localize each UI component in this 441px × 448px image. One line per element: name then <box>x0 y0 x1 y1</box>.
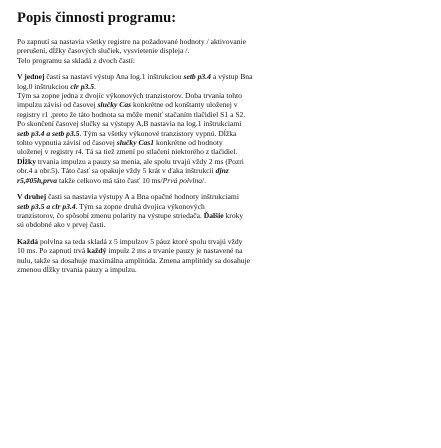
text-line: V druhej časti sa nastavia výstupy A a Bna opačné hodnoty inštrukciami <box>17 192 239 202</box>
text-line: registry r1 ,preto že táto hodnota sa môže meniť stačaním tlačidiel S1 a S2. <box>17 109 246 119</box>
text-line: tranzistorov, čo spôsobí zmenu polarity na výstupe striedača. Ďalšie kroky <box>17 210 244 220</box>
text-line: sú obdobné ako v prvej časti. <box>17 220 106 230</box>
text-line: Tým sa zopne jedna z dvojíc výkonových tranzistorov. Doba trvania tohto <box>17 91 242 101</box>
page-title: Popis činnosti programu: <box>17 10 177 26</box>
intro-paragraph <box>17 37 429 65</box>
text-line: Po zapnutí sa nastavia všetky registre na požadované hodnoty / aktivovanie <box>17 37 247 46</box>
summary-paragraph <box>17 237 429 275</box>
text-line: setb p3.5 a clr p3.4. Tým sa zopne druhá dvojica výkonových <box>17 201 205 211</box>
text-line: uloženej v registry r4. Tá sa tiež zmení po stlačení niektorého z tlačidiel. <box>17 147 238 157</box>
text-line: Po skončení časovej slučky sa výstupy A,B nastavia na log.1 inštrukciami <box>17 119 242 129</box>
text-line: nulu, takže sa dosahuje maximálna amplitúda. Zmena amplitúdy sa dosahuje <box>17 255 251 265</box>
text-line: prerušení, dĺžky časových slučiek, vysvietenie displeja /. <box>17 46 190 56</box>
text-line: setb p3.4 a setb p3.5. Tým sa všetky výkonové tranzistory vypnú. Dĺžka <box>17 128 237 138</box>
text-line: V jednej časti sa nastaví výstup Ana log.1 inštrukciou setb p3.4 a výstup Bna <box>17 72 253 82</box>
text-line: zmenou dĺžky trvania pauzy a impulzu. <box>17 264 137 274</box>
first-part-paragraph <box>17 72 429 185</box>
text-line: Dĺžky trvania impulzu a pauzy sa menia, ale spolu trvajú vždy 2 ms (Pozri <box>17 156 244 166</box>
text-line: log.0 inštrukciou clr p3.5. <box>17 81 96 91</box>
text-line: Každá polvlna sa teda skladá z 5 impulzov 5 páuz ktoré spolu trvajú vždy <box>17 236 243 246</box>
second-part-paragraph <box>17 192 429 230</box>
text-line: tohto vypnutia závisí od časovej slučky Cas1 konkrétne od hodnoty <box>17 138 223 148</box>
text-line: r5,#05h,prva takže celkovo má táto časť 10 ms/Prvá polvlna/. <box>17 175 207 185</box>
text-line: 10 ms. Po zapnutí trvá každý impulz 2 ms a trvanie pauzy je nastavené na <box>17 246 243 256</box>
text-line: obr.4 a obr.5). Táto časť sa opakuje vždy 5 krát v ďaka inštrukcii djnz <box>17 166 229 176</box>
text-line: Telo programu sa skladá z dvoch častí: <box>17 55 135 65</box>
text-line: impulzu závisí od časovej slučky Cas konkrétne od konštanty uloženej v <box>17 100 238 110</box>
